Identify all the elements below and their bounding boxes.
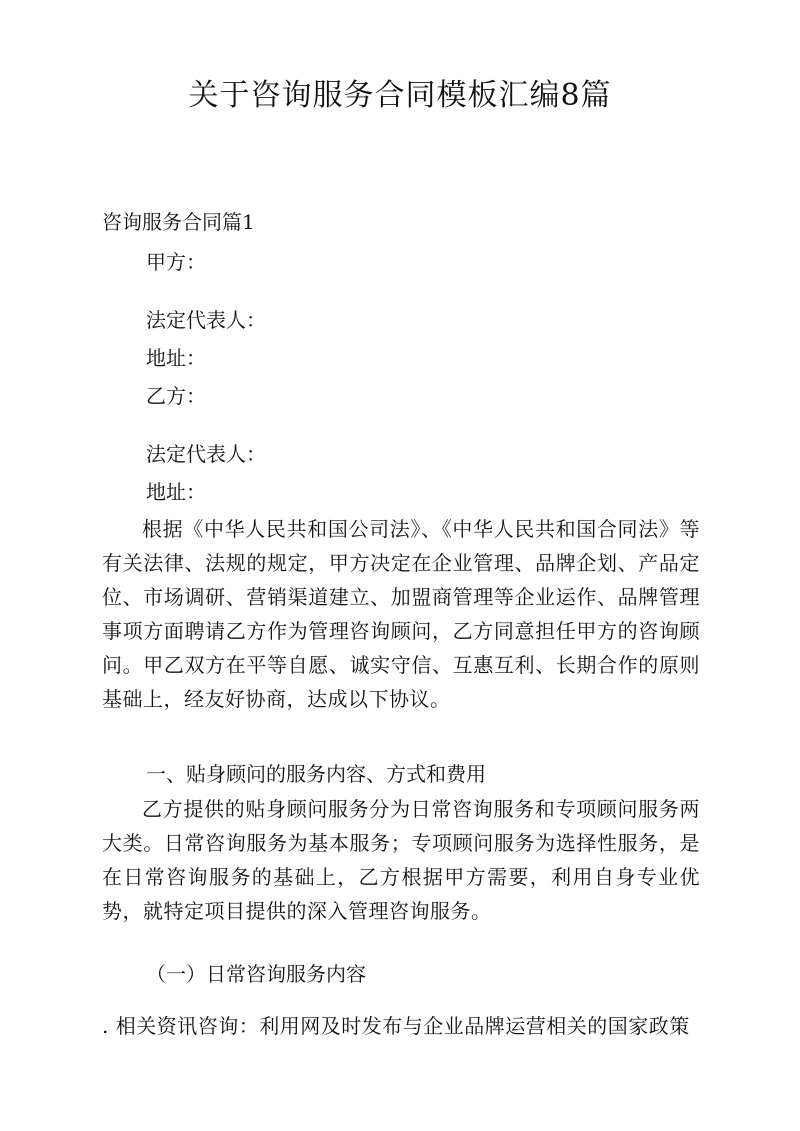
sub-heading-1: （一）日常咨询服务内容 bbox=[146, 962, 366, 986]
party-b-label: 乙方： bbox=[146, 384, 206, 408]
party-a-address-label: 地址： bbox=[146, 346, 206, 370]
item-1: . 相关资讯咨询：利用网及时发布与企业品牌运营相关的国家政策 bbox=[102, 1014, 690, 1038]
clause-1-paragraph: 乙方提供的贴身顾问服务分为日常咨询服务和专项顾问服务两大类。日常咨询服务为基本服务；专项顾问服务为选择性服务，是在日常咨询服务的基础上，乙方根据甲方需要，利用自身专业优势，就特定项目提供的深入管理咨询服务。 bbox=[102, 797, 700, 923]
party-b-representative-label: 法定代表人： bbox=[146, 442, 266, 466]
document-title: 关于咨询服务合同模板汇编8篇 bbox=[188, 78, 612, 113]
party-b-address-label: 地址： bbox=[146, 480, 206, 504]
intro-paragraph: 根据《中华人民共和国公司法》、《中华人民共和国合同法》等有关法律、法规的规定，甲方决定在企业管理、品牌企划、产品定位、市场调研、营销渠道建立、加盟商管理等企业运作、品牌管理事项方面聘请乙方作为管理咨询顾问，乙方同意担任甲方的咨询顾问。甲乙双方在平等自愿、诚实守信、互惠互利、长期合作的原则基础上，经友好协商，达成以下协议。 bbox=[102, 517, 700, 711]
section-heading: 咨询服务合同篇1 bbox=[102, 210, 255, 234]
party-a-representative-label: 法定代表人： bbox=[146, 308, 266, 332]
clause-1-heading: 一、贴身顾问的服务内容、方式和费用 bbox=[146, 762, 486, 786]
party-a-label: 甲方： bbox=[146, 250, 206, 274]
